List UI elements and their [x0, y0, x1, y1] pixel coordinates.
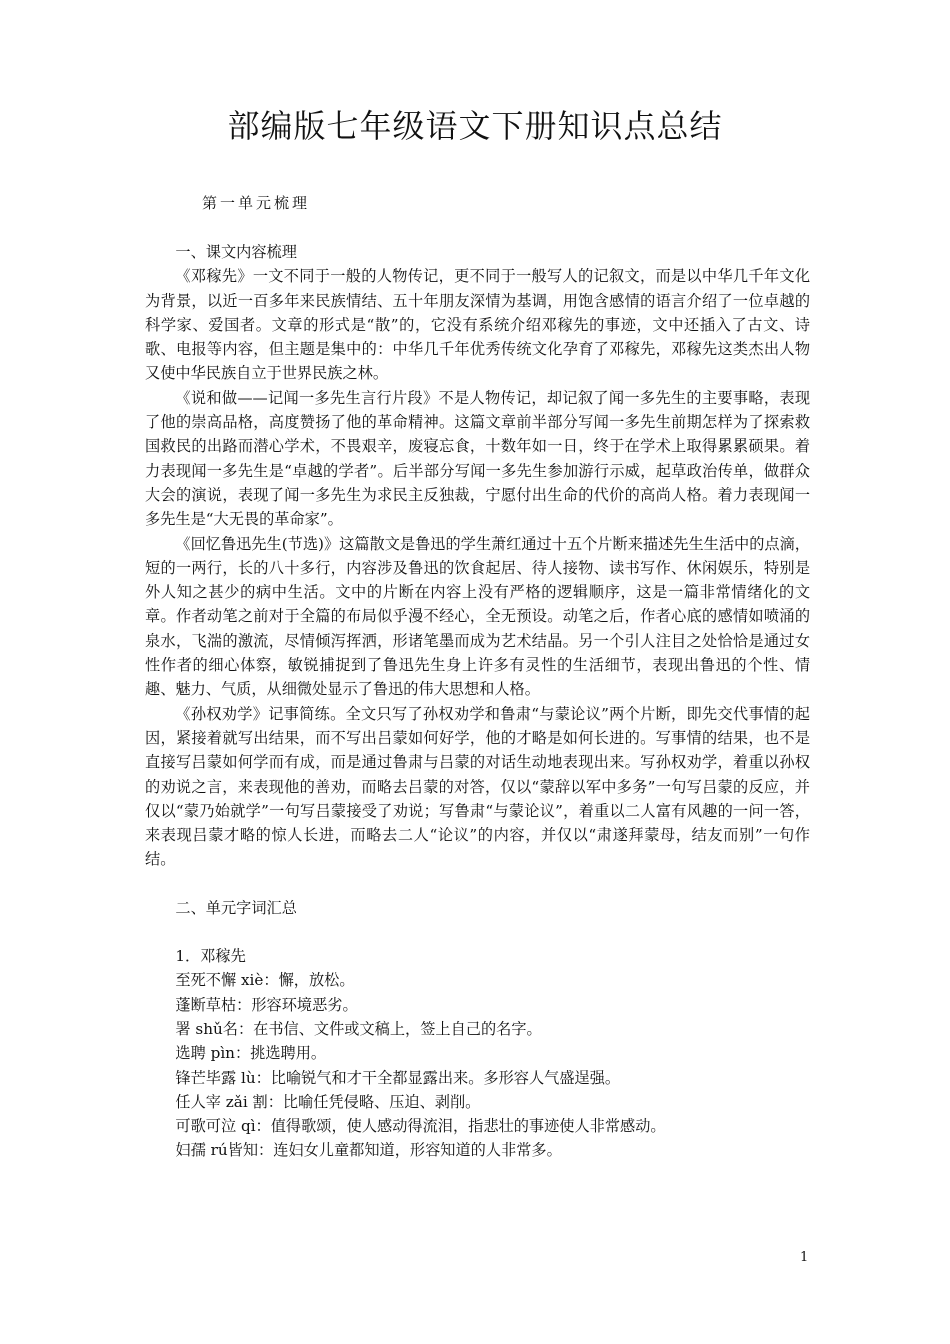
paragraph-deng-jiaxian: 《邓稼先》一文不同于一般的人物传记，更不同于一般写人的记叙文，而是以中华几千年文化为背景，以近一百多年来民族情结、五十年朋友深情为基调，用饱含感情的语言介绍了一位卓越的科学家、爱国者。文章的形式是“散”的，它没有系统介绍邓稼先的事迹，文中还插入了古文、诗歌、电报等内容，但主题是集中的：中华几千年优秀传统文化孕育了邓稼先，邓稼先这类杰出人物又使中华民族自立于世界民族之林。	[145, 267, 810, 383]
vocab-item: 妇孺 rú皆知：连妇女儿童都知道，形容知道的人非常多。	[175, 1141, 562, 1160]
page-number: 1	[800, 1250, 809, 1265]
section-heading-content-review: 一、课文内容梳理	[175, 243, 297, 261]
paragraph-sun-quan: 《孙权劝学》记事简练。全文只写了孙权劝学和鲁肃“与蒙论议”两个片断，即先交代事情的起因，紧接着就写出结果，而不写出吕蒙如何好学，他的才略是如何长进的。写事情的结果，也不是直接写吕蒙如何学而有成，而是通过鲁肃与吕蒙的对话生动地表现出来。写孙权劝学，着重以孙权的劝说之言，来表现他的善劝，而略去吕蒙的对答，仅以“蒙辞以军中多务”一句写吕蒙的反应，并仅以“蒙乃始就学”一句写吕蒙接受了劝说；写鲁肃“与蒙论议”，着重以二人富有风趣的一问一答，来表现吕蒙才略的惊人长进，而略去二人“论议”的内容，并仅以“肃遂拜蒙母，结友而别”一句作结。	[145, 704, 810, 869]
document-body	[145, 240, 810, 1163]
spacer	[145, 872, 810, 896]
vocab-item: 锋芒毕露 lù：比喻锐气和才干全都显露出来。多形容人气盛逞强。	[175, 1068, 621, 1087]
unit-heading: 第一单元梳理	[202, 194, 311, 212]
vocab-subheading: 1．邓稼先	[175, 947, 246, 966]
vocab-item: 至死不懈 xiè：懈，放松。	[175, 971, 355, 990]
spacer	[145, 920, 810, 944]
vocab-item: 蓬断草枯：形容环境恶劣。	[175, 995, 358, 1014]
vocab-item: 选聘 pìn：挑选聘用。	[175, 1044, 327, 1063]
document-title: 部编版七年级语文下册知识点总结	[227, 107, 723, 145]
section-heading-vocabulary: 二、单元字词汇总	[175, 898, 297, 917]
vocab-item: 可歌可泣 qì：值得歌颂，使人感动得流泪，指悲壮的事迹使人非常感动。	[175, 1117, 666, 1136]
vocab-item: 署 shǔ名：在书信、文件或文稿上，签上自己的名字。	[175, 1019, 542, 1038]
paragraph-lu-xun: 《回忆鲁迅先生(节选)》这篇散文是鲁迅的学生萧红通过十五个片断来描述先生生活中的点滴，短的一两行，长的八十多行，内容涉及鲁迅的饮食起居、待人接物、读书写作、休闲娱乐，特别是外人知之甚少的病中生活。文中的片断在内容上没有严格的逻辑顺序，这是一篇非常情绪化的文章。作者动笔之前对于全篇的布局似乎漫不经心，全无预设。动笔之后，作者心底的感情如喷涌的泉水，飞湍的激流，尽情倾泻挥洒，形诸笔墨而成为艺术结晶。另一个引人注目之处恰恰是通过女性作者的细心体察，敏锐捕捉到了鲁迅先生身上许多有灵性的生活细节，表现出鲁迅的个性、情趣、魅力、气质，从细微处显示了鲁迅的伟大思想和人格。	[145, 534, 810, 699]
paragraph-wen-yiduo: 《说和做——记闻一多先生言行片段》不是人物传记，却记叙了闻一多先生的主要事略，表现了他的崇高品格，高度赞扬了他的革命精神。这篇文章前半部分写闻一多先生前期怎样为了探索救国救民的出路而潜心学术，不畏艰辛，废寝忘食，十数年如一日，终于在学术上取得累累硕果。着力表现闻一多先生是“卓越的学者”。后半部分写闻一多先生参加游行示威，起草政治传单，做群众大会的演说，表现了闻一多先生为求民主反独裁，宁愿付出生命的代价的高尚人格。着力表现闻一多先生是“大无畏的革命家”。	[145, 388, 810, 529]
vocab-item: 任人宰 zǎi 割：比喻任凭侵略、压迫、剥削。	[175, 1092, 481, 1111]
